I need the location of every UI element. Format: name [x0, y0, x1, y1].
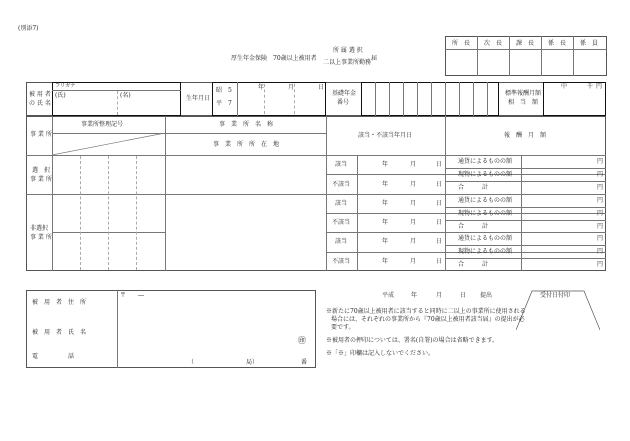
yen-unit: 円	[597, 158, 604, 165]
salary-total-label: 合 計	[458, 261, 489, 268]
status-applies: 該当	[334, 200, 348, 207]
approval-label-director: 所 長	[451, 40, 471, 47]
status-not-applies: 不該当	[331, 181, 351, 188]
date-month-unit: 月	[410, 238, 417, 245]
standard-salary-label: 標準報酬月額	[505, 90, 542, 97]
given-name-label: (名)	[120, 92, 131, 99]
seal-mark: ㊞	[298, 336, 306, 345]
office-section-label: 事 業 所	[30, 131, 52, 138]
salary-kind-label: 現物によるものの額	[458, 210, 513, 217]
salary-kind-label: 現物によるものの額	[458, 248, 513, 255]
yen-unit: 円	[597, 248, 604, 255]
applies-date-header: 該当・不該当年月日	[357, 132, 413, 139]
salary-thousand-unit: 千	[587, 83, 594, 90]
approval-label-deputy: 次 長	[483, 40, 503, 47]
employee-name-label: 被 用 者	[29, 91, 51, 98]
pension-number-field[interactable]	[361, 82, 499, 116]
form-title-option-selection: 所 属 選 択	[333, 47, 363, 54]
note-1: ※新たに70歳以上被用者に該当すると同時に二以上の事業所に使用される	[326, 308, 526, 315]
pension-number-label: 基礎年金	[332, 90, 357, 97]
status-applies: 該当	[334, 238, 348, 245]
selected-office-label: 選 択	[32, 167, 51, 174]
approval-label-subsection-chief: 係 長	[547, 40, 567, 47]
date-day-unit: 日	[436, 219, 443, 226]
date-year-unit: 年	[382, 181, 389, 188]
submit-label: 提出	[480, 292, 493, 299]
pension-number-label-2: 番号	[337, 99, 350, 106]
submit-day-unit: 日	[460, 292, 467, 299]
nonselected-office-label: 非選択	[30, 225, 49, 232]
submit-year-unit: 年	[411, 292, 418, 299]
note-1-line3: 要です。	[331, 324, 355, 331]
office-code-header: 事業所整理記号	[80, 121, 124, 128]
furigana-label: フリガナ	[55, 83, 76, 89]
birth-month-unit: 月	[288, 84, 295, 91]
note-2: ※被用者の押印については、署名(自署)の場合は省略できます。	[326, 337, 499, 344]
employee-address-label: 被 用 者 住 所	[32, 299, 87, 306]
surname-label: (氏)	[55, 92, 66, 99]
date-year-unit: 年	[382, 258, 389, 265]
phone-label: 電 話	[32, 353, 75, 360]
yen-unit: 円	[597, 197, 604, 204]
date-year-unit: 年	[382, 161, 389, 168]
date-day-unit: 日	[436, 200, 443, 207]
yen-unit: 円	[597, 184, 604, 191]
approval-label-section-chief: 課 長	[515, 40, 535, 47]
receipt-stamp-label: 受付日付印	[540, 292, 571, 299]
approval-label-staff: 係 員	[579, 40, 599, 47]
date-day-unit: 日	[436, 161, 443, 168]
salary-currency-label: 通貨によるものの額	[458, 197, 513, 204]
date-month-unit: 月	[410, 258, 417, 265]
submit-month-unit: 月	[436, 292, 443, 299]
yen-unit: 円	[597, 235, 604, 242]
salary-header: 報 酬 月 額	[503, 132, 547, 139]
date-year-unit: 年	[382, 219, 389, 226]
yen-unit: 円	[597, 261, 604, 268]
date-day-unit: 日	[436, 238, 443, 245]
yen-unit: 円	[597, 223, 604, 230]
employee-name-label-2: の 氏 名	[29, 100, 51, 107]
date-day-unit: 日	[436, 258, 443, 265]
note-1-line2: 場合には、それぞれの事業所から『70歳以上被用者該当届』の提出が必	[331, 316, 525, 323]
office-address-header: 事 業 所 所 在 地	[212, 141, 280, 148]
era-heisei: 平 7	[216, 100, 232, 107]
header-diagonal	[52, 133, 165, 155]
phone-end: 番	[301, 359, 308, 366]
phone-mid: 局）	[246, 359, 259, 366]
salary-total-label: 合 計	[458, 223, 489, 230]
salary-currency-label: 通貨によるものの額	[458, 158, 513, 165]
yen-unit: 円	[597, 171, 604, 178]
form-number: (別添7)	[18, 25, 39, 32]
form-title-option-multi: 二以上事業所勤務	[323, 59, 372, 66]
selected-office-label-2: 事 業 所	[30, 176, 52, 183]
form-title: 厚生年金保険 70歳以上被用者	[231, 55, 317, 62]
salary-kind-label: 現物によるものの額	[458, 171, 513, 178]
postal-code[interactable]: 〒 ―	[120, 292, 145, 299]
status-not-applies: 不該当	[331, 219, 351, 226]
era-showa: 昭 5	[216, 87, 232, 94]
date-month-unit: 月	[410, 219, 417, 226]
birth-year-unit: 年	[258, 84, 265, 91]
date-year-unit: 年	[382, 238, 389, 245]
status-applies: 該当	[334, 161, 348, 168]
salary-yen-unit: 円	[596, 83, 603, 90]
nonselected-office-label-2: 事 業 所	[30, 234, 52, 241]
date-month-unit: 月	[410, 181, 417, 188]
office-name-header: 事 業 所 名 称	[218, 121, 274, 128]
salary-currency-label: 通貨によるものの額	[458, 235, 513, 242]
employee-name-label-bottom: 被 用 者 氏 名	[32, 329, 87, 336]
date-month-unit: 月	[410, 200, 417, 207]
date-day-unit: 日	[436, 181, 443, 188]
birth-date-label: 生年月日	[186, 95, 211, 102]
date-year-unit: 年	[382, 200, 389, 207]
phone-open: （	[188, 359, 195, 366]
standard-salary-label-2: 相 当 額	[508, 99, 539, 106]
yen-unit: 円	[597, 210, 604, 217]
birth-day-unit: 日	[318, 84, 325, 91]
date-month-unit: 月	[410, 161, 417, 168]
status-not-applies: 不該当	[331, 258, 351, 265]
salary-mark: 中	[561, 83, 568, 90]
submit-era: 平成	[382, 292, 395, 299]
note-3: ※「※」印欄は記入しないでください。	[326, 350, 435, 357]
salary-total-label: 合 計	[458, 184, 489, 191]
form-title-suffix: 届	[371, 55, 378, 62]
